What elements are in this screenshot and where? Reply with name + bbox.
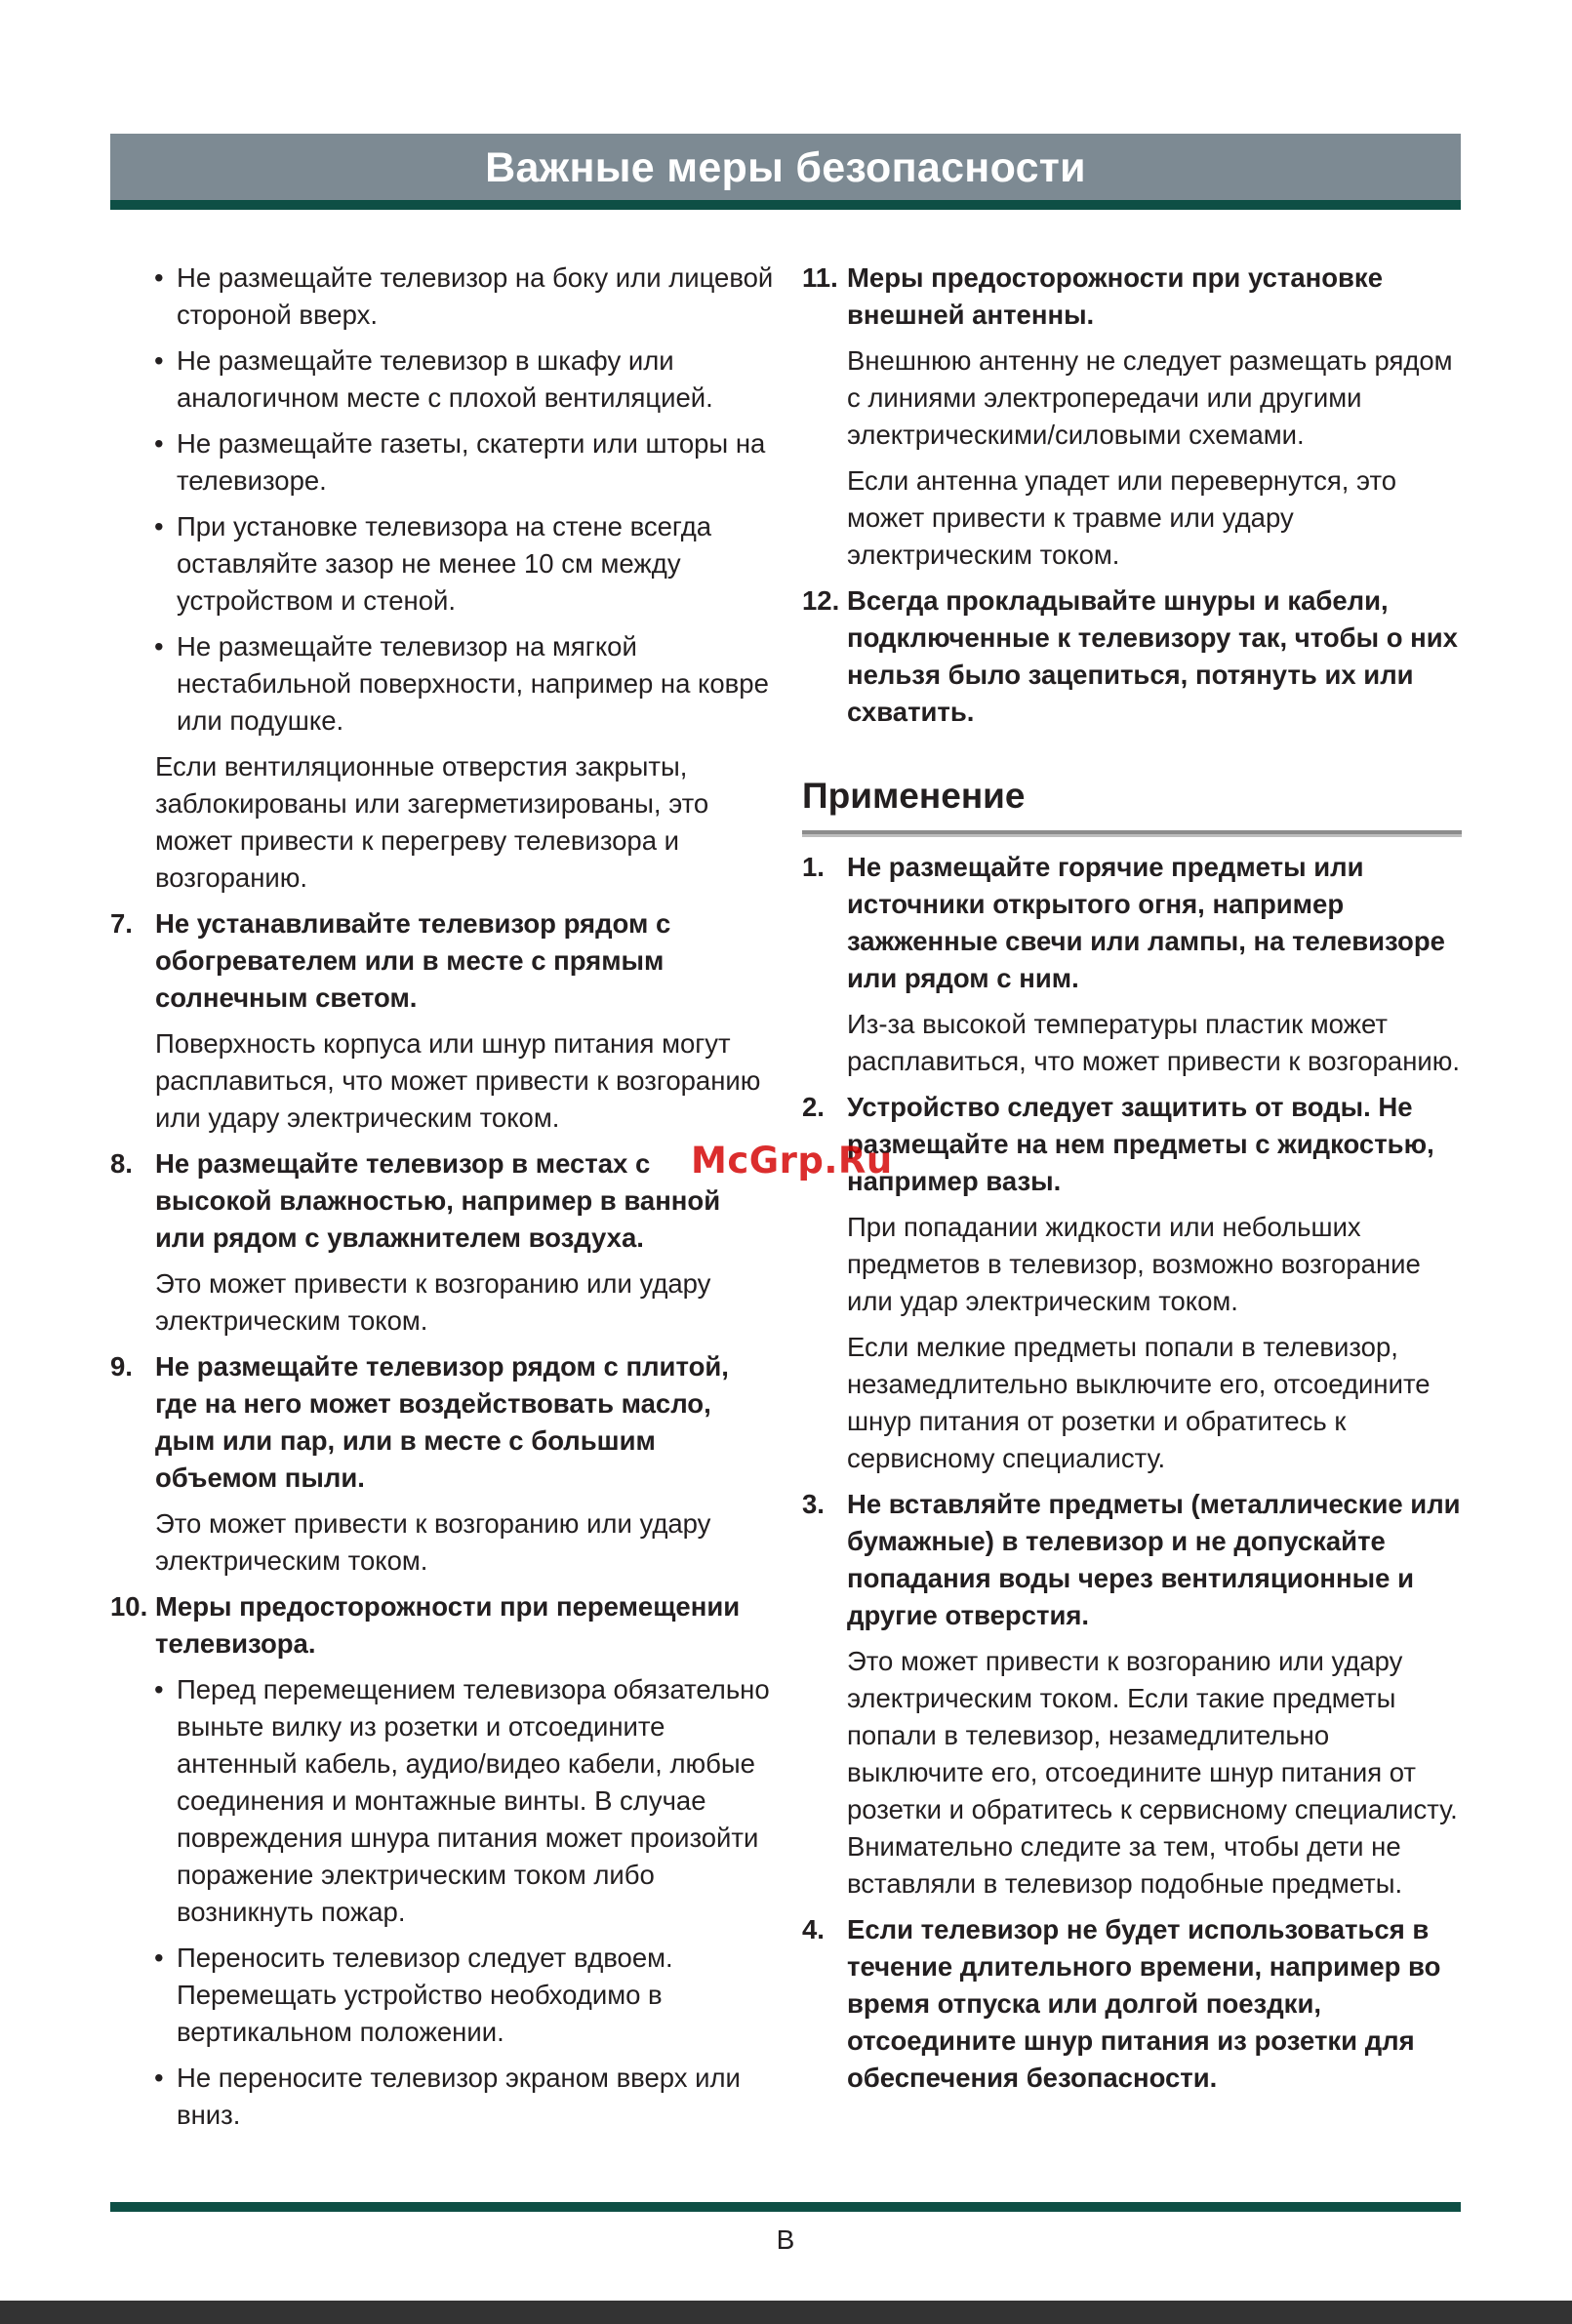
list-item: • Не размещайте газеты, скатерти или шторы на телевизоре. <box>177 425 774 500</box>
application-item-1 <box>802 849 1462 997</box>
list-item: • Не размещайте телевизор на мягкой нестабильной поверхности, например на ковре или подушке. <box>177 628 774 740</box>
list-item: • Не переносите телевизор экраном вверх или вниз. <box>177 2060 774 2134</box>
item-text: Это может привести к возгоранию или удару электрическим током. Если такие предметы попали в телевизор, незамедлительно выключите его, отсоедините шнур питания от розетки и обратитесь к сервисному специалисту. Внимательно следите за тем, чтобы дети не вставляли в телевизор подобные предметы. <box>847 1646 1458 1899</box>
item-title: Всегда прокладывайте шнуры и кабели, подключенные к телевизору так, чтобы о них нельзя было зацепиться, потянуть их или схватить. <box>847 585 1458 727</box>
item-number: 3. <box>802 1489 825 1519</box>
section-heading-application: Применение <box>802 776 1026 816</box>
bullet-icon: • <box>154 511 164 541</box>
application-item-3 <box>802 1486 1462 1634</box>
item-title: Не размещайте телевизор рядом с плитой, где на него может воздействовать масло, дым или пар, или в месте с большим объемом пыли. <box>155 1351 729 1493</box>
item-text: Поверхность корпуса или шнур питания могут расплавиться, что может привести к возгоранию или удару электрическим током. <box>155 1028 761 1133</box>
item-number: 11. <box>802 262 838 293</box>
page-header-bar <box>110 134 1461 210</box>
item-title: Не вставляйте предметы (металлические или бумажные) в телевизор и не допускайте попадания воды через вентиляционные и другие отверстия. <box>847 1489 1461 1630</box>
safety-item-8 <box>110 1145 774 1257</box>
item-number: 8. <box>110 1148 133 1179</box>
bullet-icon: • <box>154 428 164 459</box>
item-number: 10. <box>110 1591 148 1622</box>
item-number: 2. <box>802 1092 825 1122</box>
item-text: При попадании жидкости или небольших предметов в телевизор, возможно возгорание или удар электрическим током. <box>847 1212 1421 1316</box>
page-title: Важные меры безопасности <box>485 143 1086 191</box>
item-text: Если мелкие предметы попали в телевизор, незамедлительно выключите его, отсоедините шнур питания от розетки и обратитесь к сервисному специалисту. <box>847 1332 1431 1473</box>
item-number: 12. <box>802 585 840 616</box>
item-title: Не устанавливайте телевизор рядом с обогревателем или в месте с прямым солнечным светом. <box>155 908 671 1013</box>
item-title: Если телевизор не будет использоваться в течение длительного времени, например во время отпуска или долгой поездки, отсоедините шнур питания из розетки для обеспечения безопасности. <box>847 1914 1441 2093</box>
safety-item-9 <box>110 1348 774 1497</box>
footer-divider <box>110 2202 1461 2212</box>
item-number: 1. <box>802 852 825 882</box>
item-title: Меры предосторожности при установке внешней антенны. <box>847 262 1383 330</box>
item-text: Это может привести к возгоранию или удару электрическим током. <box>155 1268 711 1336</box>
ventilation-bullet-list <box>110 260 774 740</box>
list-item: • При установке телевизора на стене всегда оставляйте зазор не менее 10 см между устройством и стеной. <box>177 508 774 620</box>
bullet-icon: • <box>154 262 164 293</box>
left-column <box>110 260 774 2143</box>
moving-bullet-list <box>110 1671 774 2134</box>
item-text: Это может привести к возгоранию или удару электрическим током. <box>155 1508 711 1576</box>
ventilation-warning-text: Если вентиляционные отверстия закрыты, заблокированы или загерметизированы, это может привести к перегреву телевизора и возгоранию. <box>155 751 709 893</box>
safety-item-10 <box>110 1588 774 1663</box>
item-title: Меры предосторожности при перемещении телевизора. <box>155 1591 741 1659</box>
item-title: Устройство следует защитить от воды. Не размещайте на нем предметы с жидкостью, например вазы. <box>847 1092 1434 1196</box>
list-item: • Переносить телевизор следует вдвоем. Перемещать устройство необходимо в вертикальном положении. <box>177 1940 774 2051</box>
item-number: 9. <box>110 1351 133 1382</box>
bullet-icon: • <box>154 631 164 661</box>
safety-item-12 <box>802 582 1462 731</box>
page-number: B <box>776 2224 795 2255</box>
item-text: Из-за высокой температуры пластик может расплавиться, что может привести к возгоранию. <box>847 1009 1461 1076</box>
right-column <box>802 260 1462 2105</box>
item-text: Если антенна упадет или перевернутся, это может привести к травме или удару электрическим током. <box>847 465 1397 570</box>
safety-item-11 <box>802 260 1462 334</box>
bottom-edge-strip <box>0 2301 1572 2324</box>
item-title: Не размещайте телевизор в местах с высокой влажностью, например в ванной или рядом с увлажнителем воздуха. <box>155 1148 721 1253</box>
application-item-4 <box>802 1911 1462 2097</box>
bullet-icon: • <box>154 1943 164 1973</box>
section-divider <box>802 830 1462 837</box>
safety-item-7 <box>110 905 774 1017</box>
bullet-icon: • <box>154 1674 164 1704</box>
item-title: Не размещайте горячие предметы или источники открытого огня, например зажженные свечи или лампы, на телевизоре или рядом с ним. <box>847 852 1445 993</box>
bullet-icon: • <box>154 2063 164 2093</box>
item-number: 7. <box>110 908 133 939</box>
list-item: • Не размещайте телевизор на боку или лицевой стороной вверх. <box>177 260 774 334</box>
list-item: • Не размещайте телевизор в шкафу или аналогичном месте с плохой вентиляцией. <box>177 342 774 417</box>
item-text: Внешнюю антенну не следует размещать рядом с линиями электропередачи или другими электрическими/силовыми схемами. <box>847 345 1453 450</box>
list-item: • Перед перемещением телевизора обязательно выньте вилку из розетки и отсоедините антенный кабель, аудио/видео кабели, любые соединения и монтажные винты. В случае повреждения шнура питания может произойти поражение электрическим током либо возникнуть пожар. <box>177 1671 774 1931</box>
item-number: 4. <box>802 1914 825 1944</box>
bullet-icon: • <box>154 345 164 376</box>
watermark: McGrp.Ru <box>691 1140 893 1182</box>
application-item-2 <box>802 1089 1462 1200</box>
